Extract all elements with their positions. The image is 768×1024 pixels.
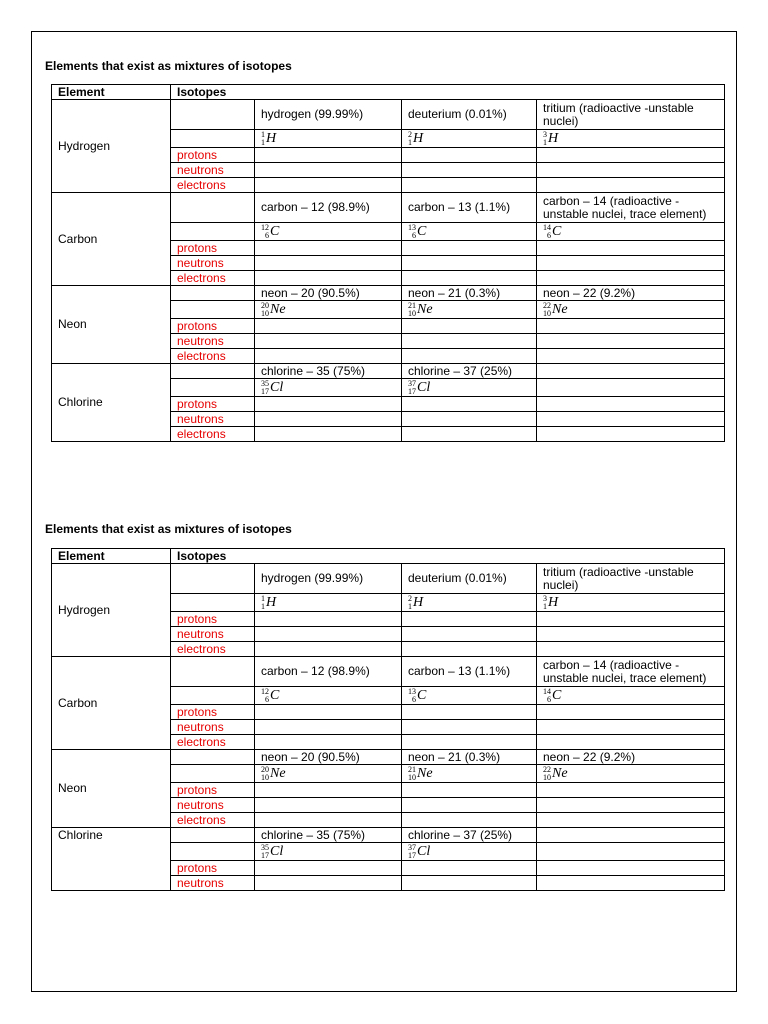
isotope-name: neon – 20 (90.5%) — [255, 286, 402, 301]
particle-label: neutrons — [171, 627, 255, 642]
isotope-name-row — [52, 193, 725, 223]
particle-label: electrons — [171, 427, 255, 442]
isotope-name-row — [52, 750, 725, 765]
particle-label: protons — [171, 861, 255, 876]
element-name: Carbon — [52, 657, 171, 750]
isotope-name: carbon – 14 (radioactive - unstable nuclei, trace element) — [537, 657, 725, 687]
isotope-symbol: 14 6 C — [537, 223, 725, 241]
isotope-name-row — [52, 828, 725, 843]
particle-label: electrons — [171, 642, 255, 657]
element-name: Chlorine — [52, 364, 171, 442]
isotope-name: carbon – 14 (radioactive - unstable nuclei, trace element) — [537, 193, 725, 223]
isotope-name: chlorine – 37 (25%) — [402, 828, 537, 843]
isotope-symbol: 20 10 Ne — [255, 765, 402, 783]
isotope-name: tritium (radioactive -unstable nuclei) — [537, 100, 725, 130]
isotope-symbol: 37 17 Cl — [402, 843, 537, 861]
particle-label: neutrons — [171, 256, 255, 271]
particle-label: protons — [171, 397, 255, 412]
element-name: Hydrogen — [52, 564, 171, 657]
particle-label: electrons — [171, 349, 255, 364]
particle-label: protons — [171, 612, 255, 627]
header-row — [52, 549, 725, 564]
isotope-symbol: 22 10 Ne — [537, 301, 725, 319]
particle-label: neutrons — [171, 334, 255, 349]
particle-label: electrons — [171, 271, 255, 286]
isotope-name: neon – 20 (90.5%) — [255, 750, 402, 765]
isotope-name-row — [52, 100, 725, 130]
element-name: Chlorine — [52, 828, 171, 891]
table-heading: Elements that exist as mixtures of isotopes — [45, 59, 292, 73]
isotope-symbol: 37 17 Cl — [402, 379, 537, 397]
isotopes-table — [51, 548, 725, 891]
isotope-name: deuterium (0.01%) — [402, 100, 537, 130]
isotope-symbol: 21 10 Ne — [402, 765, 537, 783]
isotope-name: carbon – 13 (1.1%) — [402, 193, 537, 223]
isotope-symbol: 12 6 C — [255, 687, 402, 705]
isotope-name: hydrogen (99.99%) — [255, 100, 402, 130]
isotope-name-row — [52, 564, 725, 594]
particle-label: neutrons — [171, 876, 255, 891]
isotope-symbol: 12 6 C — [255, 223, 402, 241]
particle-label: protons — [171, 148, 255, 163]
isotope-name-row — [52, 286, 725, 301]
isotope-symbol: 35 17 Cl — [255, 379, 402, 397]
isotope-symbol: 1 1 H — [255, 594, 402, 612]
isotope-name: neon – 21 (0.3%) — [402, 286, 537, 301]
particle-label: electrons — [171, 813, 255, 828]
element-column-header: Element — [52, 549, 171, 564]
isotope-symbol: 20 10 Ne — [255, 301, 402, 319]
isotope-symbol: 2 1 H — [402, 130, 537, 148]
element-name: Hydrogen — [52, 100, 171, 193]
isotope-name-row — [52, 657, 725, 687]
isotope-name-row — [52, 364, 725, 379]
particle-label: electrons — [171, 178, 255, 193]
element-name: Neon — [52, 286, 171, 364]
particle-label: electrons — [171, 735, 255, 750]
element-name: Carbon — [52, 193, 171, 286]
particle-label: protons — [171, 705, 255, 720]
isotope-symbol: 3 1 H — [537, 130, 725, 148]
particle-label: protons — [171, 783, 255, 798]
isotopes-column-header: Isotopes — [171, 85, 725, 100]
isotope-symbol: 13 6 C — [402, 223, 537, 241]
particle-label: neutrons — [171, 163, 255, 178]
isotope-name: carbon – 12 (98.9%) — [255, 657, 402, 687]
element-name: Neon — [52, 750, 171, 828]
isotopes-column-header: Isotopes — [171, 549, 725, 564]
isotope-symbol: 22 10 Ne — [537, 765, 725, 783]
isotope-name: chlorine – 35 (75%) — [255, 364, 402, 379]
isotope-name: hydrogen (99.99%) — [255, 564, 402, 594]
particle-label: neutrons — [171, 412, 255, 427]
particle-label: protons — [171, 241, 255, 256]
table-heading: Elements that exist as mixtures of isotopes — [45, 522, 292, 536]
header-row — [52, 85, 725, 100]
isotope-symbol: 21 10 Ne — [402, 301, 537, 319]
isotope-name: tritium (radioactive -unstable nuclei) — [537, 564, 725, 594]
isotope-name: deuterium (0.01%) — [402, 564, 537, 594]
isotope-symbol: 35 17 Cl — [255, 843, 402, 861]
isotopes-table — [51, 84, 725, 442]
isotope-symbol: 2 1 H — [402, 594, 537, 612]
isotope-name: chlorine – 35 (75%) — [255, 828, 402, 843]
particle-label: protons — [171, 319, 255, 334]
isotope-symbol: 3 1 H — [537, 594, 725, 612]
isotope-name: chlorine – 37 (25%) — [402, 364, 537, 379]
particle-label: neutrons — [171, 720, 255, 735]
isotope-name: neon – 22 (9.2%) — [537, 750, 725, 765]
isotope-symbol: 14 6 C — [537, 687, 725, 705]
isotope-symbol: 13 6 C — [402, 687, 537, 705]
isotope-symbol: 1 1 H — [255, 130, 402, 148]
isotope-name: neon – 21 (0.3%) — [402, 750, 537, 765]
element-column-header: Element — [52, 85, 171, 100]
particle-label: neutrons — [171, 798, 255, 813]
isotope-name: neon – 22 (9.2%) — [537, 286, 725, 301]
isotope-name: carbon – 12 (98.9%) — [255, 193, 402, 223]
isotope-name: carbon – 13 (1.1%) — [402, 657, 537, 687]
